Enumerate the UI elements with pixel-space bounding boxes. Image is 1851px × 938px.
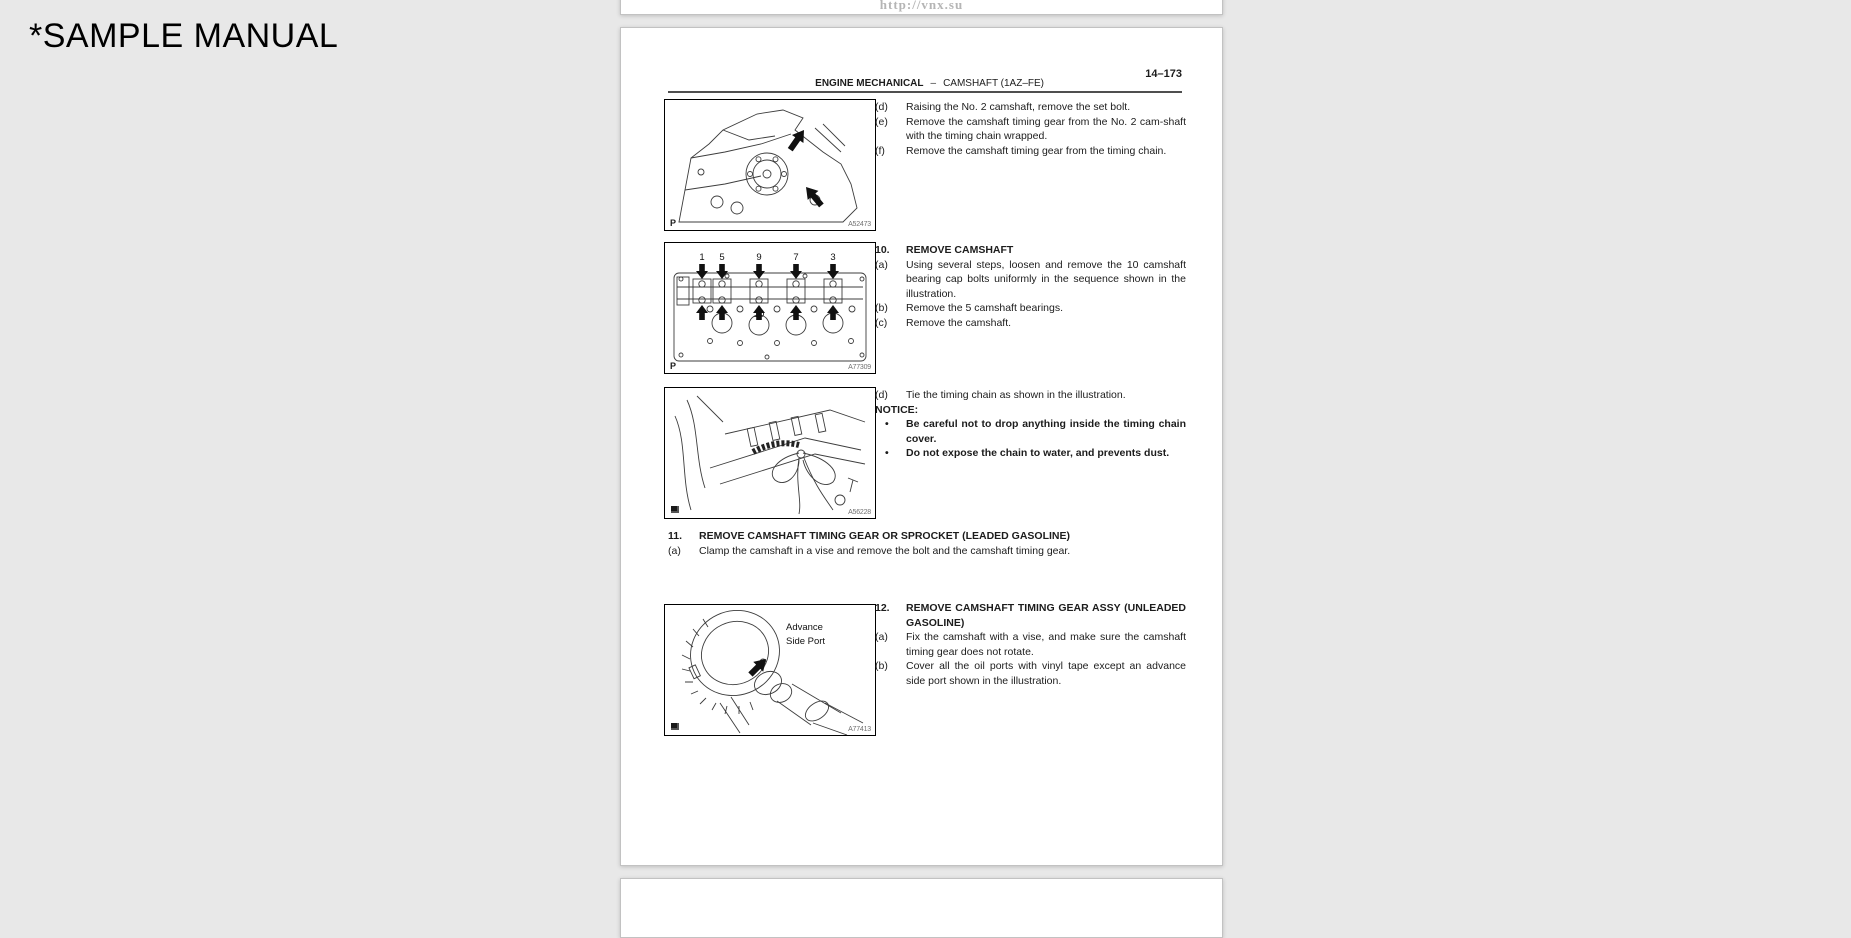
item-text: Cover all the oil ports with vinyl tape except an advance side port shown in the illustration. — [906, 660, 1186, 687]
step-heading — [875, 243, 1186, 258]
item-label: (f) — [875, 144, 885, 157]
item-label: (a) — [668, 544, 681, 557]
step-title: REMOVE CAMSHAFT TIMING GEAR OR SPROCKET (LEADED GASOLINE) — [699, 530, 1071, 542]
step-title: REMOVE CAMSHAFT TIMING GEAR ASSY (UNLEADED GASOLINE) — [906, 602, 1186, 629]
figure-remove-set-bolt — [664, 99, 876, 231]
sequence-number: 2 — [699, 309, 705, 320]
step-number: 12. — [875, 602, 890, 614]
notice-item — [875, 417, 1186, 446]
sequence-number: 6 — [719, 309, 725, 320]
notice-label: NOTICE: — [875, 403, 919, 416]
sequence-number: 5 — [719, 252, 725, 263]
figure-code: A52473 — [848, 221, 871, 228]
callout-advance: Advance — [786, 622, 823, 633]
port-arrow — [745, 654, 770, 679]
step-heading — [875, 601, 1186, 630]
step-number: 10. — [875, 244, 890, 256]
sequence-number: 4 — [830, 309, 836, 320]
instruction-item — [875, 316, 1186, 331]
sample-manual-label: *SAMPLE MANUAL — [29, 17, 339, 55]
page-number: 14–173 — [1145, 68, 1182, 80]
figure-bolt-sequence — [664, 242, 876, 374]
item-text: Remove the 5 camshaft bearings. — [906, 302, 1063, 314]
header-separator: – — [930, 78, 937, 89]
item-label: (e) — [875, 115, 888, 128]
item-text: Remove the camshaft timing gear from the No. 2 cam-shaft with the timing chain wrapped. — [906, 115, 1186, 142]
timing-gear-drawing — [665, 605, 875, 735]
figure-corner-label: P — [670, 361, 677, 371]
step-title: REMOVE CAMSHAFT — [906, 244, 1014, 256]
item-label: (c) — [875, 316, 888, 329]
tied-chain-drawing — [665, 388, 875, 518]
callout-side-port: Side Port — [786, 636, 826, 647]
bullet-icon: • — [885, 447, 889, 459]
instruction-block-def — [875, 100, 1186, 158]
instruction-item — [875, 630, 1186, 659]
item-label: (a) — [875, 258, 888, 271]
notice-text: Do not expose the chain to water, and prevents dust. — [906, 447, 1170, 459]
sequence-number: 8 — [793, 309, 799, 320]
figure-tie-timing-chain — [664, 387, 876, 519]
engine-line-drawing — [665, 100, 875, 230]
watermark-url: http://vnx.su — [879, 0, 964, 12]
bullet-icon: • — [885, 418, 889, 430]
figure-corner-label: P — [670, 218, 677, 228]
figure-advance-side-port — [664, 604, 876, 736]
instruction-item — [875, 100, 1186, 115]
item-text: Fix the camshaft with a vise, and make sure the camshaft timing gear does not rotate. — [906, 631, 1186, 658]
previous-page — [620, 0, 1223, 15]
item-label: (a) — [875, 631, 888, 643]
instruction-item — [875, 115, 1186, 144]
figure-stamp-icon — [671, 506, 679, 513]
set-bolt-arrow — [801, 183, 827, 210]
step-heading — [668, 529, 1186, 544]
item-label: (d) — [875, 389, 888, 401]
page-header — [668, 78, 1182, 93]
page-header-text — [668, 78, 1182, 91]
instruction-item — [875, 388, 1186, 403]
notice-block — [875, 388, 1186, 461]
step-11-block — [668, 529, 1186, 558]
item-text: Tie the timing chain as shown in the illustration. — [906, 389, 1126, 401]
cylinder-head-drawing — [665, 243, 875, 373]
figure-code: A77413 — [848, 726, 871, 733]
header-section: ENGINE MECHANICAL — [815, 78, 924, 89]
notice-item — [875, 446, 1186, 461]
item-label: (b) — [875, 302, 888, 314]
next-page — [620, 878, 1223, 938]
instruction-item — [875, 144, 1186, 159]
sequence-number: 3 — [830, 252, 836, 263]
manual-page — [620, 27, 1223, 866]
instruction-item — [875, 301, 1186, 316]
item-text: Using several steps, loosen and remove the 10 camshaft bearing cap bolts uniformly in the sequence shown in the illustration. — [906, 258, 1186, 300]
step-10-block — [875, 243, 1186, 330]
sequence-number: 10 — [753, 309, 765, 320]
instruction-item — [668, 544, 1186, 559]
figure-stamp-icon — [671, 723, 679, 730]
instruction-item — [875, 258, 1186, 302]
item-label: (d) — [875, 101, 888, 113]
item-label: (b) — [875, 660, 888, 672]
item-text: Remove the camshaft timing gear from the timing chain. — [906, 144, 1167, 157]
sequence-number: 1 — [699, 252, 705, 263]
raise-arrow — [785, 126, 810, 154]
sequence-number: 7 — [793, 252, 799, 263]
step-12-block — [875, 601, 1186, 688]
figure-code: A77309 — [848, 364, 871, 371]
item-text: Raising the No. 2 camshaft, remove the set bolt. — [906, 101, 1131, 113]
notice-text: Be careful not to drop anything inside the timing chain cover. — [906, 418, 1186, 445]
sequence-number: 9 — [756, 252, 762, 263]
instruction-item — [875, 659, 1186, 688]
figure-code: A56228 — [848, 509, 871, 516]
item-text: Remove the camshaft. — [906, 316, 1012, 329]
item-text: Clamp the camshaft in a vise and remove the bolt and the camshaft timing gear. — [699, 544, 1071, 557]
header-subsection: CAMSHAFT (1AZ–FE) — [943, 78, 1044, 89]
step-number: 11. — [668, 530, 683, 542]
